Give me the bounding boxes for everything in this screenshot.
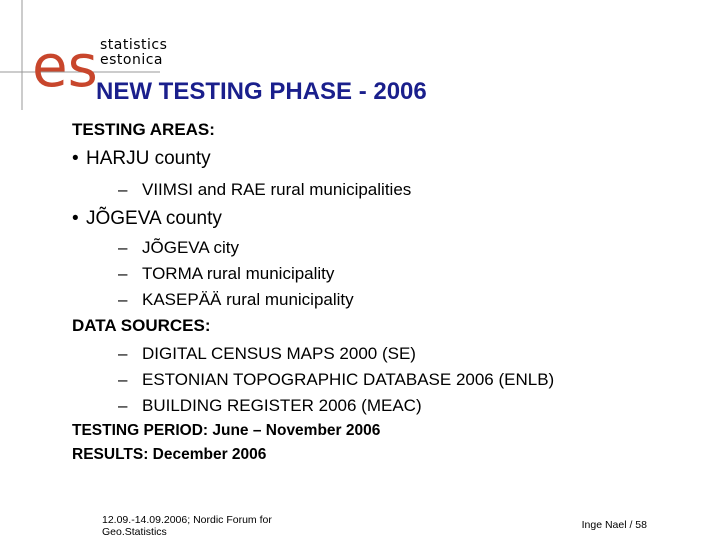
testing-period: TESTING PERIOD: June – November 2006 [72, 422, 381, 439]
dash: – [118, 370, 128, 389]
footer-author-page: Inge Nael / 58 [581, 519, 647, 531]
results: RESULTS: December 2006 [72, 446, 267, 463]
logo-wordmark [100, 38, 167, 68]
sub-harju-1 [118, 180, 411, 200]
sub-jogeva-1 [118, 238, 239, 258]
jogeva-sub3-label: KASEPÄÄ rural municipality [142, 290, 354, 309]
data-sources-heading: DATA SOURCES: [72, 316, 211, 335]
ds-sub2-label: ESTONIAN TOPOGRAPHIC DATABASE 2006 (ENLB) [142, 370, 555, 389]
sub-jogeva-2 [118, 264, 334, 284]
footer-event-line-2: Geo.Statistics [102, 526, 167, 538]
logo-symbol: es [32, 32, 98, 100]
testing-areas-heading: TESTING AREAS: [72, 120, 215, 139]
page-title: NEW TESTING PHASE - 2006 [96, 78, 427, 105]
harju-label: HARJU county [86, 148, 211, 169]
harju-sub1-label: VIIMSI and RAE rural municipalities [142, 180, 412, 199]
logo-line-1: statistics [100, 37, 168, 53]
jogeva-sub1-label: JÕGEVA city [142, 238, 239, 257]
bullet-dot: • [72, 148, 79, 169]
bullet-harju [72, 148, 211, 170]
sub-ds-2 [118, 370, 554, 390]
ds-sub3-label: BUILDING REGISTER 2006 (MEAC) [142, 396, 422, 415]
dash: – [118, 290, 128, 309]
footer-event [102, 514, 272, 538]
bullet-jogeva [72, 208, 222, 230]
dash: – [118, 180, 128, 199]
logo-line-2: estonica [100, 52, 164, 68]
footer-event-line-1: 12.09.-14.09.2006; Nordic Forum for [102, 514, 272, 526]
jogeva-label: JÕGEVA county [86, 208, 222, 229]
sub-jogeva-3 [118, 290, 354, 310]
bullet-dot: • [72, 208, 79, 229]
dash: – [118, 344, 128, 363]
dash: – [118, 396, 128, 415]
jogeva-sub2-label: TORMA rural municipality [142, 264, 335, 283]
ds-sub1-label: DIGITAL CENSUS MAPS 2000 (SE) [142, 344, 416, 363]
dash: – [118, 264, 128, 283]
sub-ds-1 [118, 344, 416, 364]
sub-ds-3 [118, 396, 422, 416]
dash: – [118, 238, 128, 257]
